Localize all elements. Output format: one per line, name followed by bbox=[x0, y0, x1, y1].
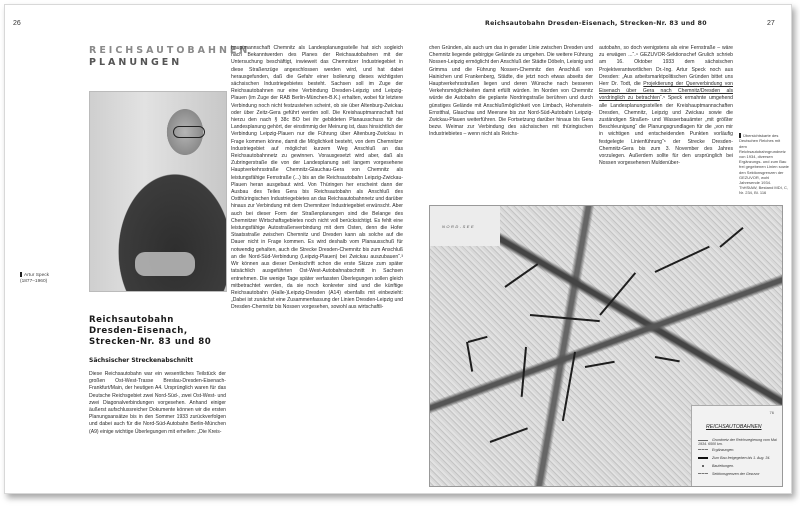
legend-swatch-thick bbox=[698, 457, 708, 460]
chapter-title bbox=[89, 45, 250, 69]
legend-item: Grundnetz der Reichsregierung vom Mai 1934. 6500 km. bbox=[698, 438, 777, 446]
section-heading-line2: Dresden-Eisenach, bbox=[89, 326, 188, 336]
map-route-line bbox=[530, 314, 600, 322]
map-route-line bbox=[655, 356, 680, 362]
map-route-line bbox=[504, 263, 538, 288]
map-legend bbox=[691, 405, 782, 486]
map-route-line bbox=[490, 427, 528, 443]
text-column-1 bbox=[89, 371, 226, 436]
map-route-line bbox=[468, 336, 488, 343]
map-sea-label: NORD-SEE bbox=[442, 224, 476, 229]
portrait-caption bbox=[20, 272, 80, 285]
map-sheet-number: 76 bbox=[769, 410, 774, 415]
legend-swatch-dashed bbox=[698, 473, 708, 475]
legend-item: Bauleitungen. bbox=[698, 464, 734, 468]
map-route-line bbox=[466, 342, 473, 372]
map-route-line bbox=[599, 272, 636, 315]
body-text-part1: autobahn, so doch wenigstens als eine Fernstraße – wäre zu erwägen ...“.⁴ GEZUVOR-Sektionschef Grulich schrieb am 16. Oktober 1933 dem sächsischen Projektverantwortlichen Dr.-Ing. Artur Speck noch aus Dresden: „Aus arbeitsmarktpolitischen Gründen bittet uns Herr Dr. Todt, die bbox=[599, 45, 733, 88]
book-spread bbox=[4, 4, 792, 494]
map-route-line bbox=[719, 227, 743, 248]
text-column-2 bbox=[231, 45, 403, 312]
running-head: Reichsautobahn Dresden-Eisenach, Strecken-Nr. 83 und 80 bbox=[485, 20, 707, 27]
legend-item: Zum Bau freigegeben bis 1. Aug. 34. bbox=[698, 456, 770, 460]
section-heading-line1: Reichsautobahn bbox=[89, 315, 174, 325]
text-column-4 bbox=[599, 45, 733, 167]
body-text-part2: “.⁵ Speck ermahnte umgehend alle Landesplanungsstellen der Kreishauptmannschaften Dresden, Chemnitz, Leipzig und Zwickau sowie die zuständigen Straßen- und Wasserbauämter „mit größter Beschleunigung“ die Planungsgrundlagen für die „von mir in wichtigen und entscheidenden Punkten vorläufig festgelegte Linienführung“⁶ der Strecke Dresden-Chemnitz-Gera bis zum 3. November des Jahres vorzulegen. Außerdem sollte für den ursprünglich bei Nossen vorgesehenen Muldenüber- bbox=[599, 95, 734, 167]
body-text bbox=[599, 45, 733, 167]
subheading: Sächsischer Streckenabschnitt bbox=[89, 357, 194, 364]
chapter-title-line2: PLANUNGEN bbox=[89, 57, 183, 68]
map-route-line bbox=[585, 361, 615, 368]
legend-item: Sektionsgrenzen der Gezuvor bbox=[698, 472, 760, 476]
legend-swatch-thin bbox=[698, 440, 708, 441]
body-text: chen Gründen, als auch um das in gerader Linie zwischen Dresden und Chemnitz liegende gebirgige Gelände zu umgehen. Die weitere Führung Nossen-Leipzig ermöglicht den Anschluß der Städte Döbeln, Leisnig und Grimma und die Führung Nossen-Chemnitz den Anschluß von Hainichen und Frankenberg, Städte, die jetzt noch etwas abseits der Hauptverkehrsstraßen liegen und deren Wünsche nach besseren Verkehrsmöglichkeiten damit erfüllt würden. Im Norden von Chemnitz würde die Autobahn die geplante Nordringstraße berühren und durch günstiges Gelände mit Anschlußmöglichkeit von Limbach, Hohenstein-Ernstthal, Glauchau und Meerane bis zur Nord-Süd-Autobahn Leipzig-Zwickau-Plauen weiterführen. Die Fortsetzung darüber hinaus bis Gera bezw. Weimar zur Verbindung des sächsischen mit thüringischen Industriebietes – wenn nicht als Reichs- bbox=[429, 45, 593, 138]
text-column-3 bbox=[429, 45, 593, 139]
chapter-title-line1: REICHSAUTOBAHNEN bbox=[89, 45, 251, 56]
map-route-line bbox=[655, 246, 710, 273]
body-text: Diese Reichsautobahn war ein wesentliches Teilstück der großen Ost-West-Trasse Breslau-Dresden-Eisenach-Frankfurt/Main, der heutigen A4. Ursprünglich waren für das Deutsche Reichsgebiet zwei Nord-Süd-, zwei Ost-West- und zwei Diagonalverbindungen vorgesehen. Anhand einiger äußerst aufschlussreicher Dokumente können wir die ersten Planungsansätze bis in den Sommer 1933 zurückverfolgen und dabei auch für die Nord-Süd-Autobahn Berlin-München (A9) einige wichtige Überlegungen mit erhellen: „Die Kreis- bbox=[89, 371, 226, 435]
map-route-line bbox=[521, 347, 527, 397]
map-legend-title: REICHSAUTOBAHNEN bbox=[706, 424, 762, 430]
map-route-line bbox=[562, 352, 576, 421]
caption-name: Artur Speck bbox=[24, 272, 50, 278]
page-number-left: 26 bbox=[13, 20, 21, 27]
section-heading bbox=[89, 315, 211, 348]
legend-swatch-dot bbox=[702, 465, 704, 467]
section-heading-line3: Strecken-Nr. 83 und 80 bbox=[89, 337, 212, 347]
map-caption-text: Übersichtskarte des Deutschen Reiches mit dem Reichsautobahngrundnetz von 1934, diversen Ergänzungs- und zum Bau frei gegebenen Linien sowie den Sektionsgrenzen der GEZUVOR, wohl Jahresende 1934. ThHStAW, Bestand MDI, C, Nr. 234, Bl. 116 bbox=[739, 133, 789, 196]
legend-item: Ergänzungen. bbox=[698, 448, 734, 452]
hands-shape bbox=[135, 252, 195, 276]
page-number-right: 27 bbox=[767, 20, 775, 27]
legend-swatch-dashed bbox=[698, 449, 708, 451]
caption-marker-icon bbox=[20, 272, 22, 277]
portrait-photo-artur-speck bbox=[89, 91, 227, 292]
caption-dates: (1877–1960) bbox=[20, 278, 48, 284]
map-caption bbox=[739, 133, 789, 196]
glasses-shape bbox=[173, 126, 205, 138]
underlined-quote: Projektierung der Querverbindung von Eisenach über Gera nach Chemnitz/Dresden als vordringlich zu betrachten bbox=[599, 81, 733, 102]
body-text: hauptmannschaft Chemnitz als Landesplanungsstelle hat sich sogleich nach Bekanntwerden des Planes der Reichsautobahnen mit der Untersuchung beschäftigt, inwieweit das Chemnitzer Industriegebiet in diese Straßenzüge angeschlossen werden wird, und hat dabei herausgefunden, daß die Gefahr einer Isolierung dieses wichtigsten sächsischen Industriegebietes besteht. Sachsen soll im Zuge der Reichsautobahnen nur eine Verbindung Dresden-Leipzig und Leipzig-Plauen (im Zuge der RAB Berlin-München-B.K.) erhalten, wobei für letztere Verbindung noch nicht festzustehen scheint, ob sie über Altenburg-Zwickau oder über Zeitz-Gera geführt werden soll. Die Kreishauptmannschaft hat hierzu den nach § 38c BO bei ihr gebildeten Planausschuss für die Landesplanung gehört, der einstimmig der Meinung ist, dass hinsichtlich der Verbindung Leipzig-Plauen nur die Führung über Altenburg-Zwickau in Frage kommen könne, damit die Möglichkeit besteht, von dem Chemnitzer Industriegebiet auf möglichst kurzem Weg Anschluß an das Reichsautobahnnetz zu gewinnen. Vorausgesetzt wird aber, daß als Zubringerstraße die von der Landesplanung seit langem vorgesehene Hauptverkehrsstraße Chemnitz-Glauchau-Gera von Chemnitz als leistungsfähige Fernstraße (...) bis an die Reichsautobahn Leipzig-Zwickau-Plauen heran ausgebaut wird. Von Thüringen her erscheint dann der Ausbau des Teiles Gera bis Reichsautobahn als Anschluß des Ostthüringischen Industriegebietes an das Reichsautobahnnetz und darüber hinaus zur Verbindung mit dem Chemnitzer Industriegebiet erwünscht. Aber auch bei dieser Form der Straßenplanungen sind die Belange des Chemnitzer Wirtschaftsgebietes noch nicht voll berücksichtigt. Es fehlt eine leistungsfähige Autostraßenverbindung mit dem Osten, denn die Hofer Staatsstraße zwischen Chemnitz und Dresden kann als solche auf die Dauer nicht in Frage kommen. Es wird deshalb vom Planausschuß für notwendig gehalten, auch die Strecke Dresden-Chemnitz bis zum Anschluß an die Nord-Süd-Verbindung (Leipzig-Plauen) bei Zwickau auszubauen“.³ Wir können aus dieser Denkschrift schon die erste Skizze zum später tatsächlich ausgeführten Ost-West-Autobahnabschnitt in Sachsen entnehmen. Die wenige Tage später verfassten Überlegungen sollen gleich mitbetrachtet werden, da sie noch konkreter sind und die künftige Reichsautobahn (Halle-)Leipzig-Dresden (A14) ebenfalls mit einbezieht: „Dabei ist zunächst eine Zusammenfassung der Linien Dresden-Leipzig und Dresden-Chemnitz bis Nossen vorgesehen, sowohl aus wirtschaftli- bbox=[231, 45, 403, 311]
map-sea-area bbox=[430, 206, 500, 246]
map-reichsautobahnen bbox=[429, 205, 783, 487]
